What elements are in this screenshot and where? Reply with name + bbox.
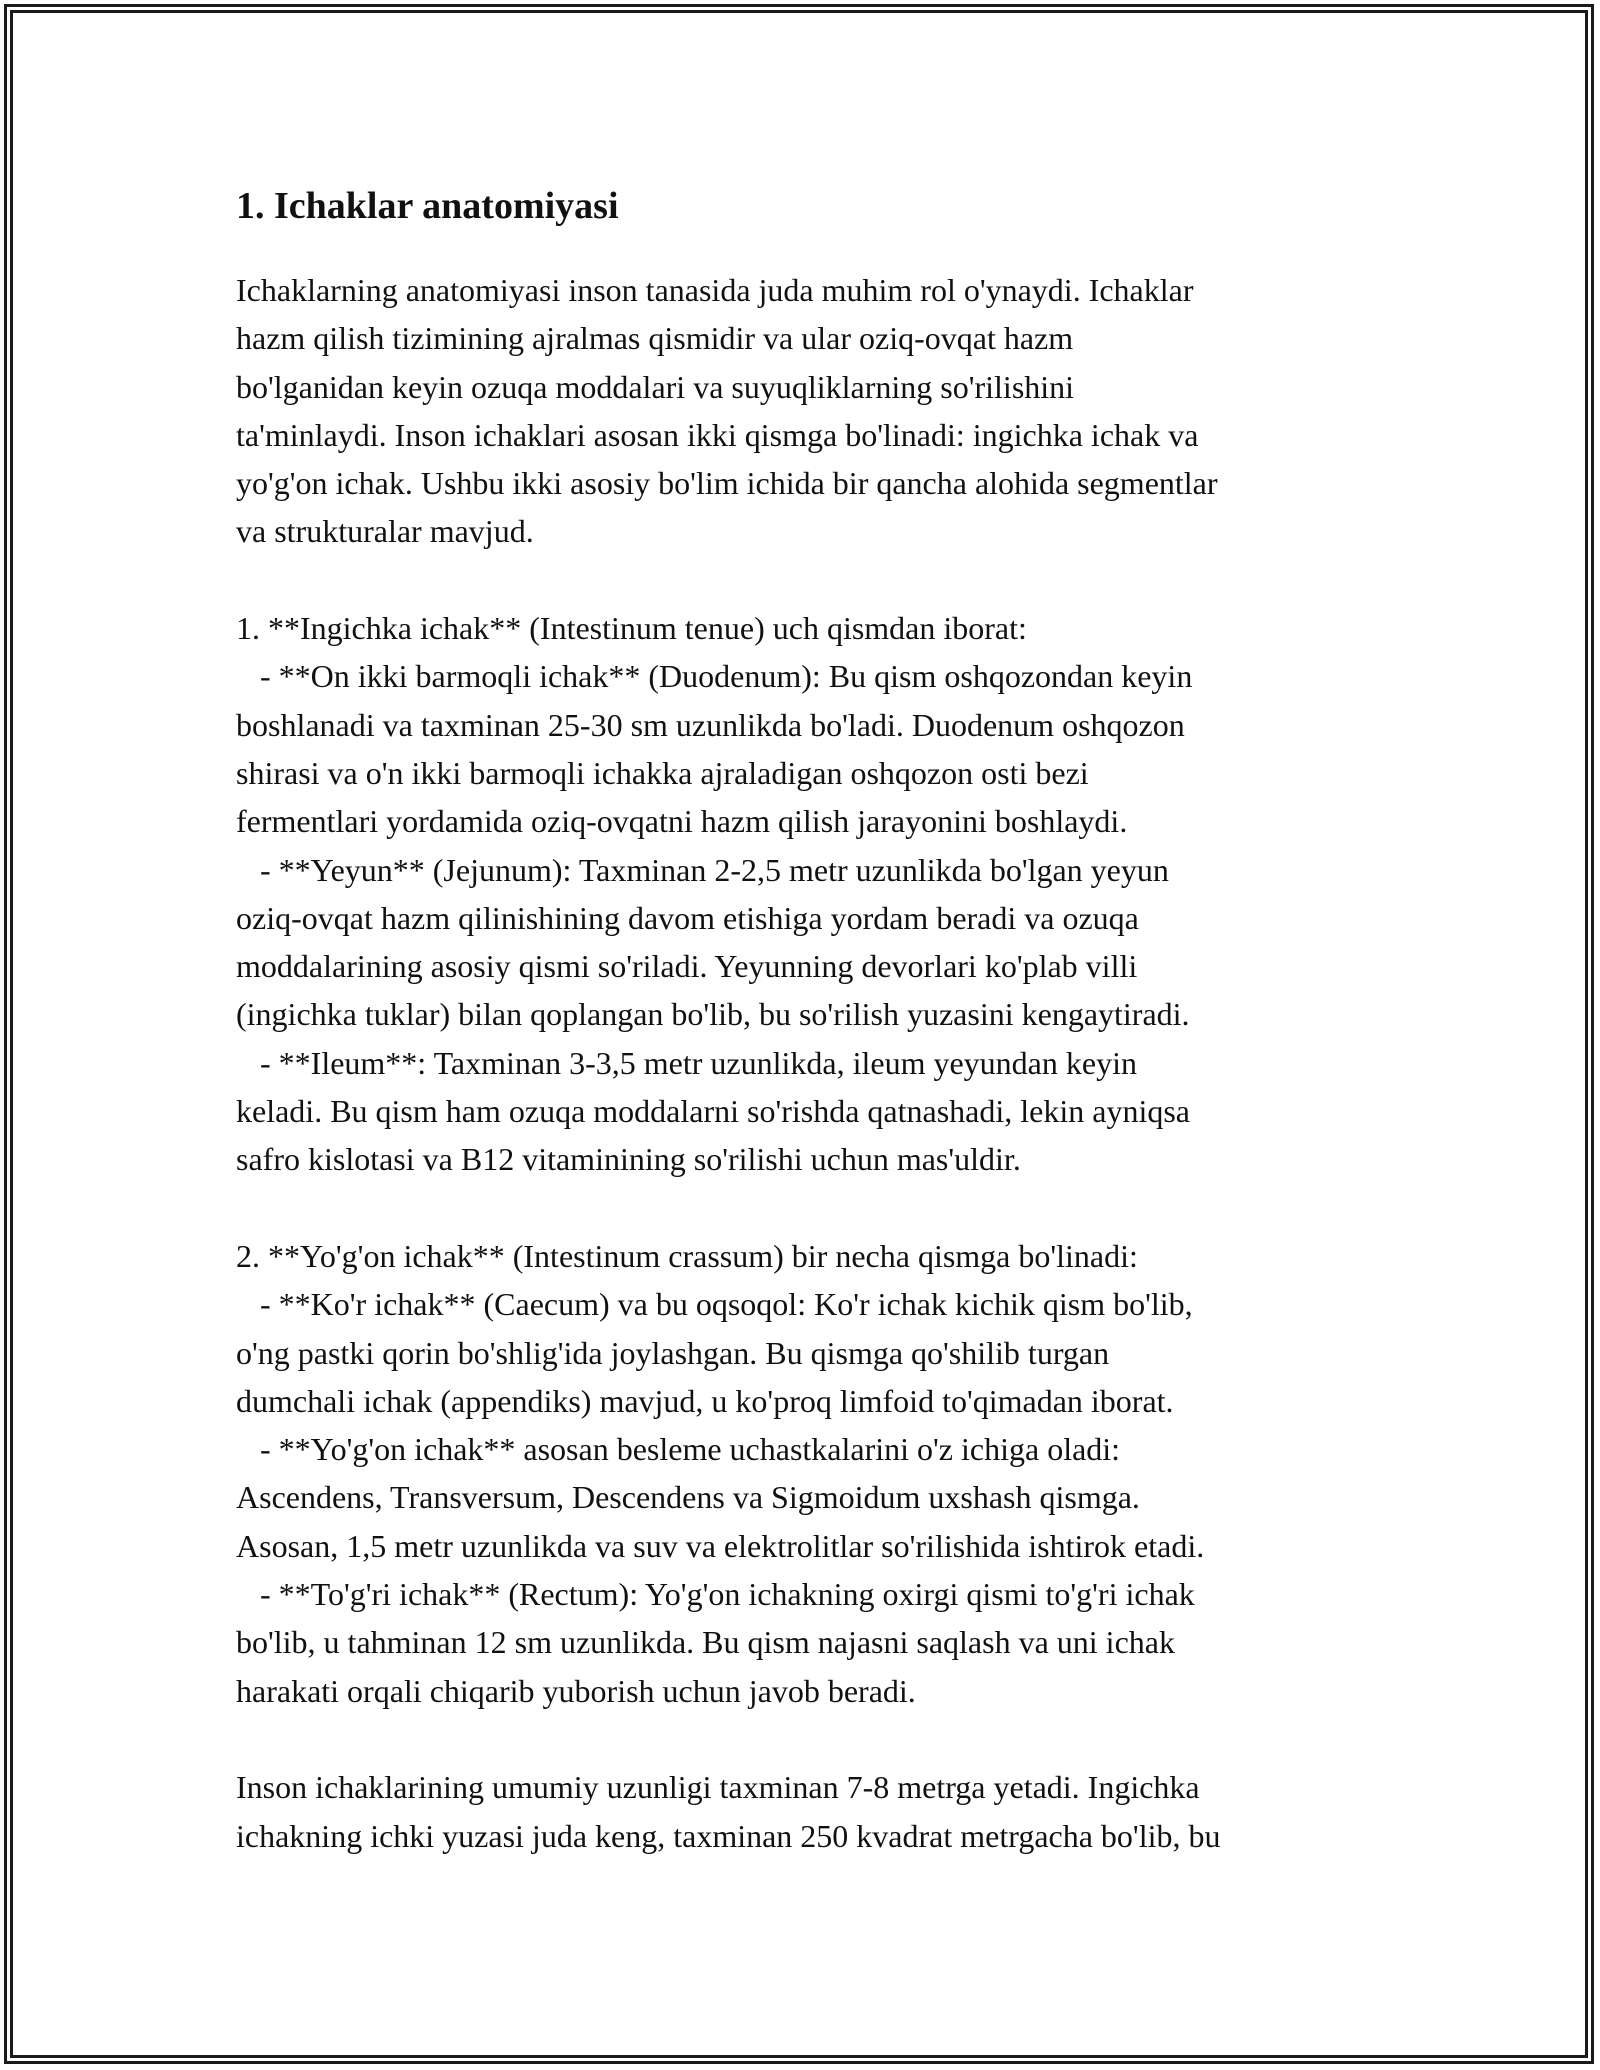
- text-line: yo'g'on ichak. Ushbu ikki asosiy bo'lim ichida bir qancha alohida segmentlar: [236, 465, 1218, 502]
- text-line: Ichaklarning anatomiyasi inson tanasida juda muhim rol o'ynaydi. Ichaklar: [236, 272, 1194, 308]
- text-line: Inson ichaklarining umumiy uzunligi taxminan 7-8 metrga yetadi. Ingichka: [236, 1769, 1200, 1806]
- body-text: [236, 266, 1416, 1860]
- text-line: hazm qilish tizimining ajralmas qismidir va ular oziq-ovqat hazm: [236, 320, 1074, 357]
- text-line: oziq-ovqat hazm qilinishining davom etishiga yordam beradi va ozuqa: [236, 899, 1139, 936]
- text-line: Ascendens, Transversum, Descendens va Sigmoidum uxshash qismga.: [236, 1479, 1140, 1516]
- text-line: - **Ileum**: Taxminan 3-3,5 metr uzunlikda, ileum yeyundan keyin: [236, 1044, 1137, 1081]
- text-line: o'ng pastki qorin bo'shlig'ida joylashgan. Bu qismga qo'shilib turgan: [236, 1334, 1110, 1371]
- text-line: moddalarining asosiy qismi so'riladi. Yeyunning devorlari ko'plab villi: [236, 948, 1138, 985]
- text-line: - **To'g'ri ichak** (Rectum): Yo'g'on ichakning oxirgi qismi to'g'ri ichak: [236, 1576, 1195, 1613]
- text-line: Asosan, 1,5 metr uzunlikda va suv va elektrolitlar so'rilishida ishtirok etadi.: [236, 1527, 1205, 1564]
- text-line: va strukturalar mavjud.: [236, 513, 534, 550]
- text-line: fermentlari yordamida oziq-ovqatni hazm qilish jarayonini boshlaydi.: [236, 803, 1128, 840]
- text-line: - **Yeyun** (Jejunum): Taxminan 2-2,5 metr uzunlikda bo'lgan yeyun: [236, 851, 1169, 888]
- text-line: shirasi va o'n ikki barmoqli ichakka ajraladigan oshqozon osti bezi: [236, 754, 1089, 791]
- blank-line: [236, 1715, 1416, 1763]
- text-line: 2. **Yo'g'on ichak** (Intestinum crassum) bir necha qismga bo'linadi:: [236, 1237, 1138, 1274]
- document-page: [236, 178, 1416, 1860]
- blank-line: [236, 556, 1416, 604]
- text-line: bo'lib, u tahminan 12 sm uzunlikda. Bu qism najasni saqlash va uni ichak: [236, 1624, 1175, 1661]
- text-line: keladi. Bu qism ham ozuqa moddalarni so'rishda qatnashadi, lekin ayniqsa: [236, 1093, 1190, 1130]
- text-line: ta'minlaydi. Inson ichaklari asosan ikki qismga bo'linadi: ingichka ichak va: [236, 416, 1199, 453]
- text-line: ichakning ichki yuzasi juda keng, taxminan 250 kvadrat metrgacha bo'lib, bu: [236, 1817, 1221, 1854]
- text-line: (ingichka tuklar) bilan qoplangan bo'lib, bu so'rilish yuzasini kengaytiradi.: [236, 996, 1190, 1033]
- text-line: safro kislotasi va B12 vitaminining so'rilishi uchun mas'uldir.: [236, 1141, 1021, 1178]
- blank-line: [236, 1184, 1416, 1232]
- text-line: - **Ko'r ichak** (Caecum) va bu oqsoqol: Ko'r ichak kichik qism bo'lib,: [236, 1286, 1193, 1323]
- text-line: dumchali ichak (appendiks) mavjud, u ko'proq limfoid to'qimadan iborat.: [236, 1382, 1174, 1419]
- text-line: 1. **Ingichka ichak** (Intestinum tenue) uch qismdan iborat:: [236, 610, 1027, 647]
- section-title: 1. Ichaklar anatomiyasi: [236, 185, 619, 227]
- text-line: boshlanadi va taxminan 25-30 sm uzunlikda bo'ladi. Duodenum oshqozon: [236, 706, 1185, 743]
- text-line: bo'lganidan keyin ozuqa moddalari va suyuqliklarning so'rilishini: [236, 368, 1075, 405]
- text-line: - **Yo'g'on ichak** asosan besleme uchastkalarini o'z ichiga oladi:: [236, 1431, 1121, 1468]
- text-line: - **On ikki barmoqli ichak** (Duodenum): Bu qism oshqozondan keyin: [236, 658, 1193, 695]
- text-line: harakati orqali chiqarib yuborish uchun javob beradi.: [236, 1672, 916, 1709]
